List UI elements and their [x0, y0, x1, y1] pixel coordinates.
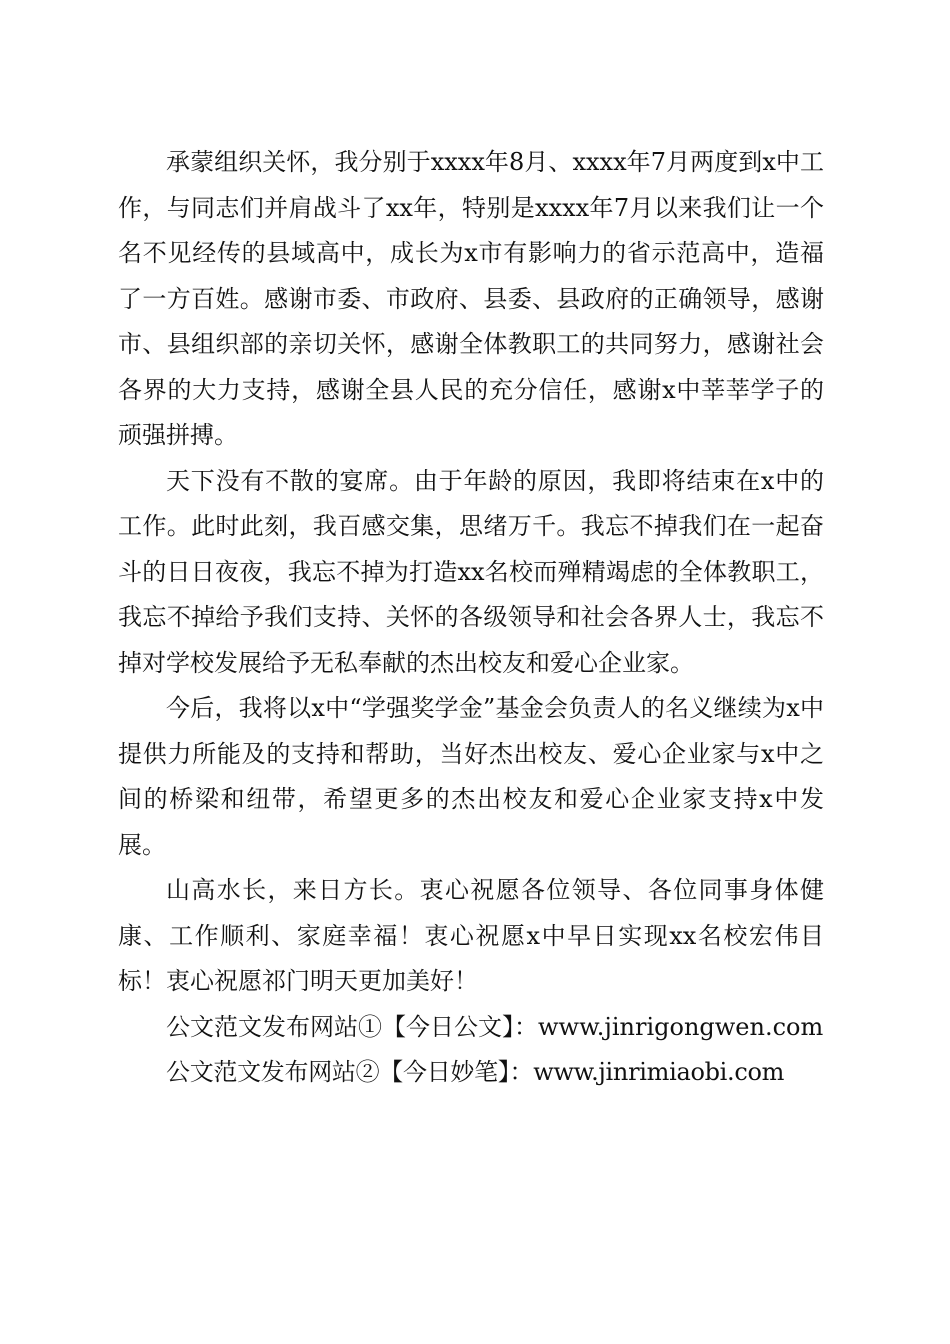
paragraph-future: 今后，我将以x中“学强奖学金”基金会负责人的名义继续为x中提供力所能及的支持和帮助，当好杰出校友、爱心企业家与x中之间的桥梁和纽带，希望更多的杰出校友和爱心企业家支持x中发展。 — [118, 694, 824, 859]
document-body — [118, 140, 824, 1096]
website-line-1: 公文范文发布网站①【今日公文】：www.jinrigongwen.com — [166, 1012, 824, 1041]
paragraph-wishes: 山高水长，来日方长。衷心祝愿各位领导、各位同事身体健康、工作顺利、家庭幸福！衷心祝愿x中早日实现xx名校宏伟目标！衷心祝愿祁门明天更加美好！ — [118, 876, 824, 995]
paragraph-farewell: 天下没有不散的宴席。由于年龄的原因，我即将结束在x中的工作。此时此刻，我百感交集，思绪万千。我忘不掉我们在一起奋斗的日日夜夜，我忘不掉为打造xx名校而殚精竭虑的全体教职工，我忘不掉给予我们支持、关怀的各级领导和社会各界人士，我忘不掉对学校发展给予无私奉献的杰出校友和爱心企业家。 — [118, 466, 824, 677]
paragraph-gratitude: 承蒙组织关怀，我分别于xxxx年8月、xxxx年7月两度到x中工作，与同志们并肩战斗了xx年，特别是xxxx年7月以来我们让一个名不见经传的县域高中，成长为x市有影响力的省示范高中，造福了一方百姓。感谢市委、市政府、县委、县政府的正确领导，感谢市、县组织部的亲切关怀，感谢全体教职工的共同努力，感谢社会各界的大力支持，感谢全县人民的充分信任，感谢x中莘莘学子的顽强拼搏。 — [118, 148, 824, 449]
website-line-2: 公文范文发布网站②【今日妙笔】：www.jinrimiaobi.com — [166, 1058, 785, 1086]
